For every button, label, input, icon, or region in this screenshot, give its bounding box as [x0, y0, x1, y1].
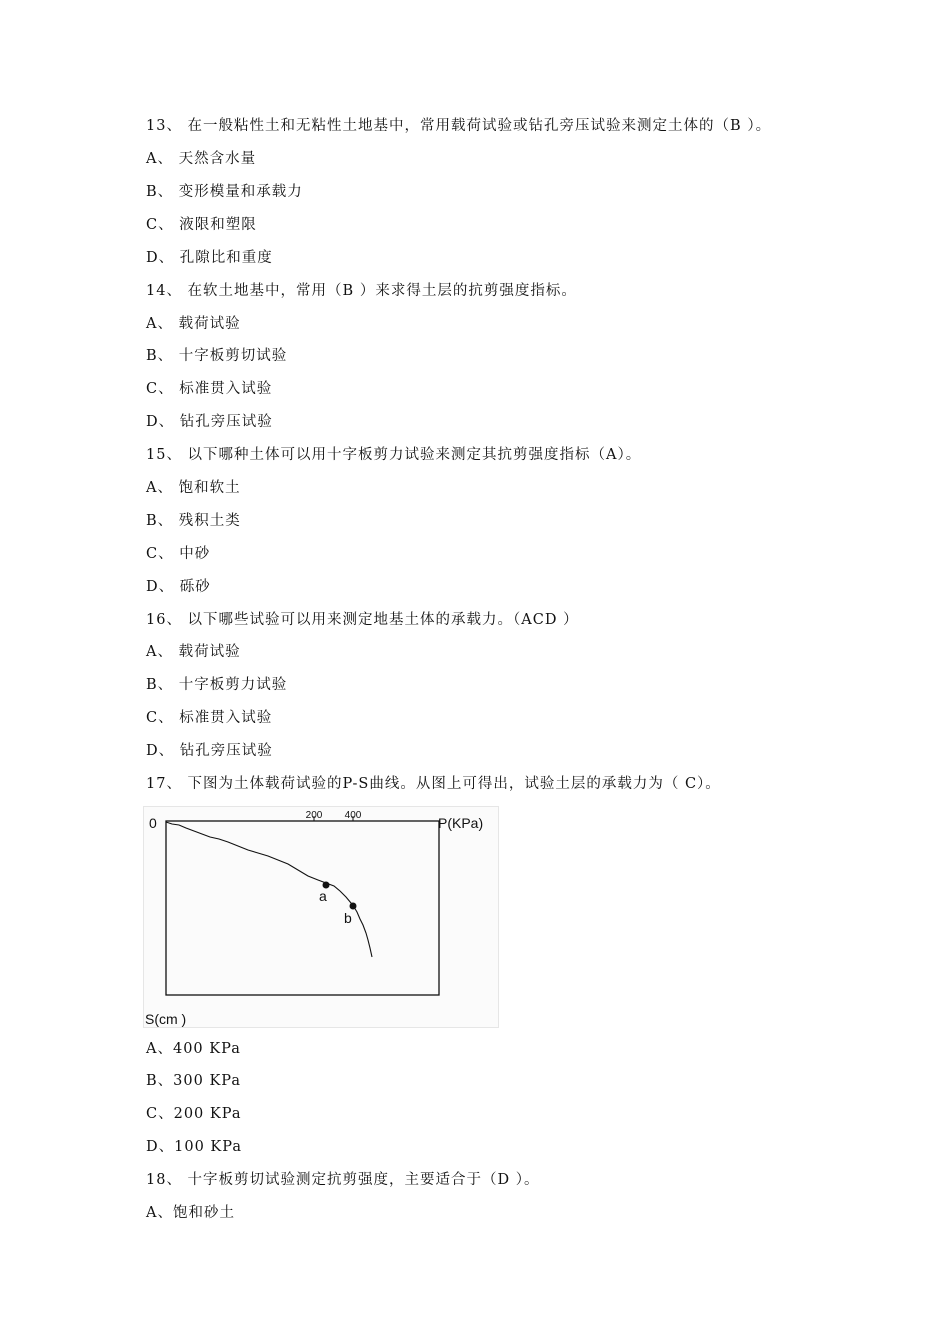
question-14-option-d: D、 钻孔旁压试验 — [146, 414, 273, 430]
question-13-option-b: B、 变形模量和承载力 — [146, 184, 303, 200]
question-17-option-c: C、200 KPa — [146, 1106, 242, 1122]
question-15-option-a: A、 饱和软土 — [146, 480, 241, 496]
question-16-option-b: B、 十字板剪力试验 — [146, 677, 288, 693]
question-13-option-d: D、 孔隙比和重度 — [146, 250, 273, 266]
y-axis-label: S(cm ) — [145, 1011, 187, 1027]
ps-curve-figure — [143, 806, 499, 1028]
ps-curve-svg — [144, 807, 500, 1029]
question-16-option-c: C、 标准贯入试验 — [146, 710, 273, 726]
ps-curve-line — [166, 822, 372, 957]
question-17-option-a: A、400 KPa — [146, 1041, 241, 1057]
question-15-option-d: D、 砾砂 — [146, 579, 211, 595]
question-16-option-a: A、 载荷试验 — [146, 644, 241, 660]
question-18-option-a: A、饱和砂土 — [146, 1205, 235, 1221]
question-14-option-a: A、 载荷试验 — [146, 316, 241, 332]
tick-200-label: 200 — [305, 810, 323, 821]
question-13-stem: 13、 在一般粘性土和无粘性土地基中，常用载荷试验或钻孔旁压试验来测定土体的（B ）。 — [146, 118, 772, 134]
question-17-stem: 17、 下图为土体载荷试验的P-S曲线。从图上可得出，试验土层的承载力为（ C）。 — [146, 776, 721, 792]
question-17-option-d: D、100 KPa — [146, 1139, 242, 1155]
question-14-option-b: B、 十字板剪切试验 — [146, 348, 288, 364]
question-15-option-b: B、 残积土类 — [146, 513, 241, 529]
origin-label: 0 — [149, 815, 157, 831]
x-axis-label: P(KPa) — [438, 815, 484, 831]
question-14-stem: 14、 在软土地基中，常用（B ）来求得土层的抗剪强度指标。 — [146, 283, 577, 299]
tick-400-label: 400 — [344, 810, 362, 821]
question-16-option-d: D、 钻孔旁压试验 — [146, 743, 273, 759]
question-13-option-a: A、 天然含水量 — [146, 151, 257, 167]
question-13-option-c: C、 液限和塑限 — [146, 217, 257, 233]
question-16-stem: 16、 以下哪些试验可以用来测定地基土体的承载力。（ACD ） — [146, 612, 579, 628]
question-14-option-c: C、 标准贯入试验 — [146, 381, 273, 397]
point-b-label: b — [344, 910, 352, 926]
question-15-stem: 15、 以下哪种土体可以用十字板剪力试验来测定其抗剪强度指标（A）。 — [146, 447, 642, 463]
point-b-marker — [350, 903, 357, 910]
point-a-label: a — [319, 888, 327, 904]
question-18-stem: 18、 十字板剪切试验测定抗剪强度，主要适合于（D ）。 — [146, 1172, 540, 1188]
question-17-option-b: B、300 KPa — [146, 1073, 242, 1089]
plot-frame — [166, 821, 439, 995]
question-15-option-c: C、 中砂 — [146, 546, 211, 562]
